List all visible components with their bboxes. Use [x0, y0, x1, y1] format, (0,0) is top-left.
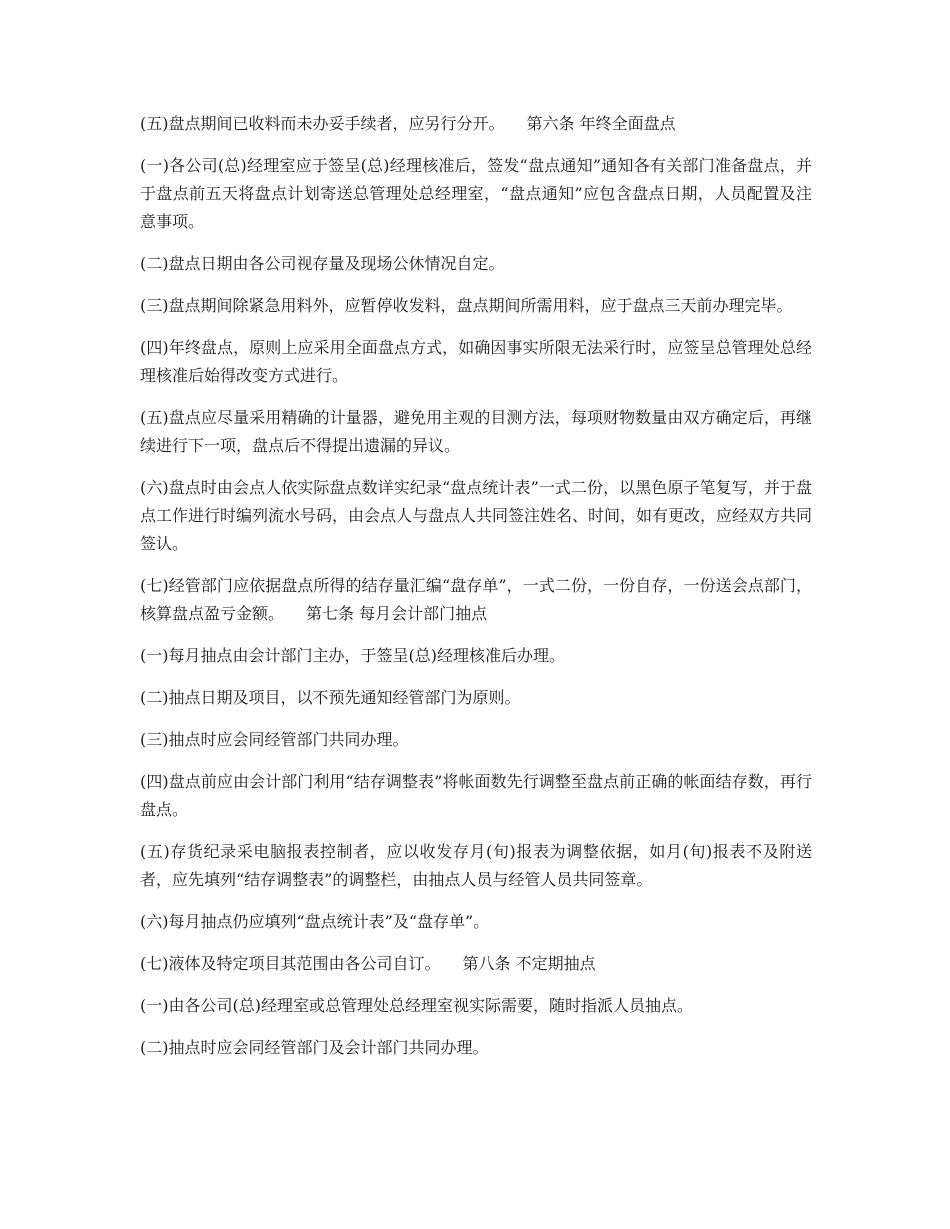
paragraph-3	[140, 250, 812, 278]
paragraph-14	[140, 908, 812, 936]
article-heading-6: 第六条 年终全面盘点	[526, 114, 676, 133]
paragraph-text: (六)盘点时由会点人依实际盘点数详实纪录“盘点统计表”一式二份，以黑色原子笔复写，并于盘点工作进行时编列流水号码，由会点人与盘点人共同签注姓名、时间，如有更改，应经双方共同签认。	[140, 478, 813, 553]
paragraph-text: (七)液体及特定项目其范围由各公司自订。	[140, 954, 441, 973]
paragraph-4	[140, 292, 812, 320]
paragraph-10	[140, 684, 812, 712]
paragraph-text: (一)由各公司(总)经理室或总管理处总经理室视实际需要，随时指派人员抽点。	[140, 996, 693, 1015]
paragraph-11	[140, 726, 812, 754]
paragraph-text: (五)存货纪录采电脑报表控制者，应以收发存月(旬)报表为调整依据，如月(旬)报表不及附送者，应先填列“结存调整表”的调整栏，由抽点人员与经管人员共同签章。	[140, 842, 812, 889]
paragraph-text: (四)年终盘点，原则上应采用全面盘点方式，如确因事实所限无法采行时，应签呈总管理处总经理核准后始得改变方式进行。	[140, 338, 812, 385]
paragraph-17	[140, 1034, 812, 1062]
paragraph-2	[140, 152, 812, 236]
paragraph-6	[140, 404, 812, 460]
paragraph-text: (六)每月抽点仍应填列“盘点统计表”及“盘存单”。	[140, 912, 490, 931]
paragraph-9	[140, 642, 812, 670]
paragraph-text: (二)抽点时应会同经管部门及会计部门共同办理。	[140, 1038, 489, 1057]
paragraph-text: (二)盘点日期由各公司视存量及现场公休情况自定。	[140, 254, 505, 273]
paragraph-text: (七)经管部门应依据盘点所得的结存量汇编“盘存单”，一式二份，一份自存，一份送会点部门，核算盘点盈亏金额。	[140, 576, 812, 623]
paragraph-text: (一)每月抽点由会计部门主办，于签呈(总)经理核准后办理。	[140, 646, 565, 665]
paragraph-text: (五)盘点期间已收料而未办妥手续者，应另行分开。	[140, 114, 505, 133]
paragraph-1	[140, 110, 812, 138]
paragraph-text: (三)抽点时应会同经管部门共同办理。	[140, 730, 409, 749]
paragraph-16	[140, 992, 812, 1020]
paragraph-8	[140, 572, 812, 628]
article-heading-7: 第七条 每月会计部门抽点	[306, 604, 488, 623]
paragraph-text: (四)盘点前应由会计部门利用“结存调整表”将帐面数先行调整至盘点前正确的帐面结存数，再行盘点。	[140, 772, 812, 819]
paragraph-12	[140, 768, 812, 824]
paragraph-15	[140, 950, 812, 978]
paragraph-text: (一)各公司(总)经理室应于签呈(总)经理核准后，签发“盘点通知”通知各有关部门准备盘点，并于盘点前五天将盘点计划寄送总管理处总经理室，“盘点通知”应包含盘点日期，人员配置及注意事项。	[140, 156, 812, 231]
paragraph-5	[140, 334, 812, 390]
paragraph-text: (五)盘点应尽量采用精确的计量器，避免用主观的目测方法，每项财物数量由双方确定后，再继续进行下一项，盘点后不得提出遗漏的异议。	[140, 408, 812, 455]
paragraph-text: (二)抽点日期及项目，以不预先通知经管部门为原则。	[140, 688, 521, 707]
paragraph-text: (三)盘点期间除紧急用料外，应暂停收发料，盘点期间所需用料，应于盘点三天前办理完毕。	[140, 296, 793, 315]
paragraph-13	[140, 838, 812, 894]
article-heading-8: 第八条 不定期抽点	[462, 954, 596, 973]
paragraph-7	[140, 474, 812, 558]
document-body	[140, 110, 812, 1076]
